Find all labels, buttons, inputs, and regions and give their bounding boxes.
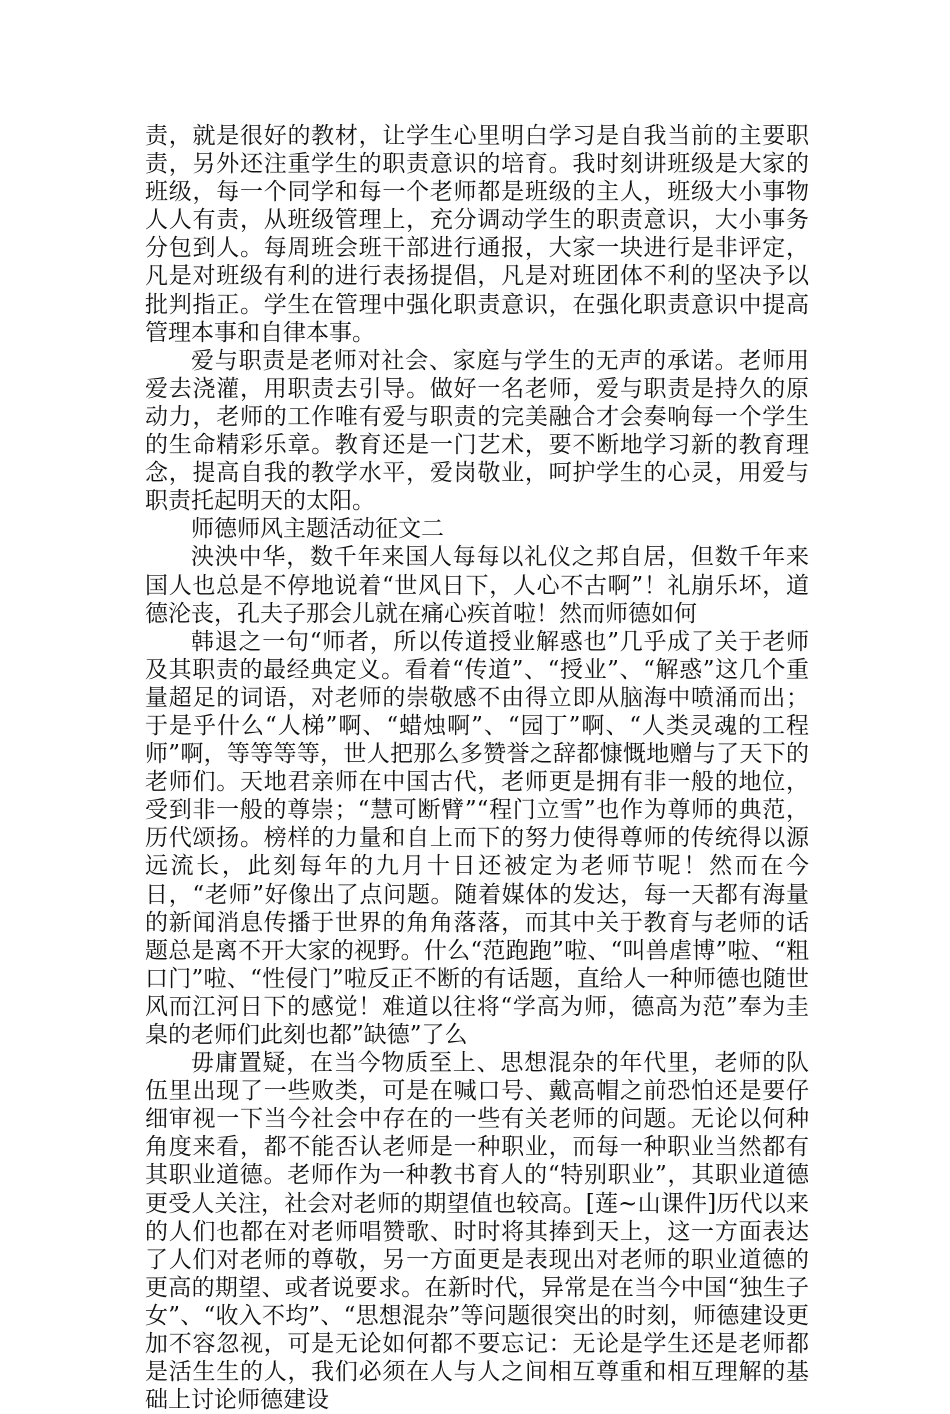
paragraph-han-yu-teacher: 韩退之一句“师者，所以传道授业解惑也”几乎成了关于老师及其职责的最经典定义。看着“传道”、“授业”、“解惑”这几个重量超足的词语，对老师的崇敬感不由得立即从脑海中喷涌而出；于是乎什么“人梯”啊、“蜡烛啊”、“园丁”啊、“人类灵魂的工程师”啊，等等等等，世人把那么多赞誉之辞都慷慨地赠与了天下的老师们。天地君亲师在中国古代，老师更是拥有非一般的地位，受到非一般的尊崇；“慧可断臂”“程门立雪”也作为尊师的典范，历代颂扬。榜样的力量和自上而下的努力使得尊师的传统得以源远流长，此刻每年的九月十日还被定为老师节呢！然而在今日，“老师”好像出了点问题。随着媒体的发达，每一天都有海量的新闻消息传播于世界的角角落落，而其中关于教育与老师的话题总是离不开大家的视野。什么“范跑跑”啦、“叫兽虐博”啦、“粗口门”啦、“性侵门”啦反正不断的有话题，直给人一种师德也随世风而江河日下的感觉！难道以往将“学高为师，德高为范”奉为圭臬的老师们此刻也都”缺德”了么 — [145, 628, 809, 1048]
section-heading: 师德师风主题活动征文二 — [191, 516, 444, 543]
paragraph-china-etiquette: 泱泱中华，数千年来国人每每以礼仪之邦自居，但数千年来国人也总是不停地说着“世风日下，人心不古啊”！礼崩乐坏，道德沦丧，孔夫子那会儿就在痛心疾首啦！然而师德如何 — [145, 544, 809, 627]
paragraph-love-and-duty: 爱与职责是老师对社会、家庭与学生的无声的承诺。老师用爱去浇灌，用职责去引导。做好一名老师，爱与职责是持久的原动力，老师的工作唯有爱与职责的完美融合才会奏响每一个学生的生命精彩乐章。教育还是一门艺术，要不断地学习新的教育理念，提高自我的教学水平，爱岗敬业，呵护学生的心灵，用爱与职责托起明天的太阳。 — [145, 347, 809, 515]
paragraph-undoubtedly: 毋庸置疑，在当今物质至上、思想混杂的年代里，老师的队伍里出现了一些败类，可是在喊口号、戴高帽之前恐怕还是要仔细审视一下当今社会中存在的一些有关老师的问题。无论以何种角度来看，都不能否认老师是一种职业，而每一种职业当然都有其职业道德。老师作为一种教书育人的“特别职业”，其职业道德更受人关注，社会对老师的期望值也较高。[莲~山课件]历代以来的人们也都在对老师唱赞歌、时时将其捧到天上，这一方面表达了人们对老师的尊敬，另一方面更是表现出对老师的职业道德的更高的期望、或者说要求。在新时代，异常是在当今中国“独生子女”、“收入不均”、“思想混杂”等问题很突出的时刻，师德建设更加不容忽视，可是无论如何都不要忘记：无论是学生还是老师都是活生生的人，我们必须在人与人之间相互尊重和相互理解的基础上讨论师德建设 — [145, 1050, 809, 1414]
document-body — [145, 122, 809, 1414]
paragraph-continued-responsibility: 责，就是很好的教材，让学生心里明白学习是自我当前的主要职责，另外还注重学生的职责意识的培育。我时刻讲班级是大家的班级，每一个同学和每一个老师都是班级的主人，班级大小事物人人有责，从班级管理上，充分调动学生的职责意识，大小事务分包到人。每周班会班干部进行通报，大家一块进行是非评定，凡是对班级有利的进行表扬提倡，凡是对班团体不利的坚决予以批判指正。学生在管理中强化职责意识，在强化职责意识中提高管理本事和自律本事。 — [145, 123, 809, 346]
